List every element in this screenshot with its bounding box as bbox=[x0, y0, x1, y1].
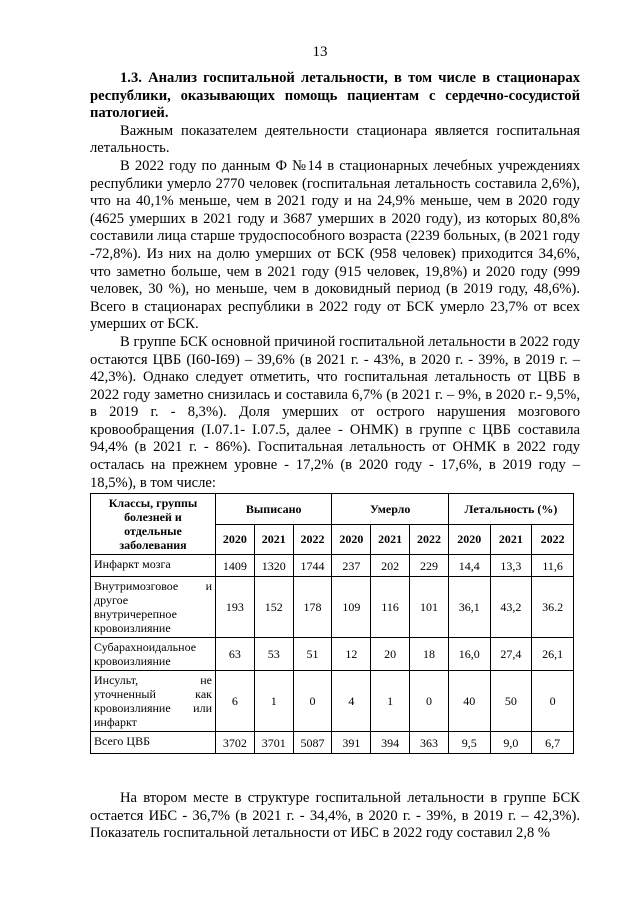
table-cell: 101 bbox=[410, 577, 449, 638]
table-cell: 51 bbox=[293, 638, 332, 671]
row-label: Субарахноидальное кровоизлияние bbox=[91, 638, 216, 671]
table-header-classes: Классы, группы болезней и отдельные заболевания bbox=[91, 494, 216, 555]
table-cell: 20 bbox=[371, 638, 410, 671]
table-cell: 9,0 bbox=[490, 732, 532, 754]
year-header: 2022 bbox=[293, 524, 332, 555]
paragraph-4: На втором месте в структуре госпитальной летальности в группе БСК остается ИБС - 36,7% (в 2021 г. - 34,4%, в 2020 г. - 39%, в 2019 г. – 42,3%). Показатель госпитальной летальности от ИБС в 2022 году составил 2,8 % bbox=[90, 790, 580, 842]
paragraph-1: Важным показателем деятельности стационара является госпитальная летальность. bbox=[90, 122, 580, 157]
table-cell: 193 bbox=[216, 577, 255, 638]
table-cell: 36.2 bbox=[532, 577, 574, 638]
year-header: 2020 bbox=[332, 524, 371, 555]
table-row bbox=[91, 577, 574, 638]
table-cell: 202 bbox=[371, 555, 410, 577]
table-cell: 178 bbox=[293, 577, 332, 638]
year-header: 2021 bbox=[490, 524, 532, 555]
paragraph-3: В группе БСК основной причиной госпитальной летальности в 2022 году остаются ЦВБ (I60-I69) – 39,6% (в 2021 г. - 43%, в 2020 г. - 39%, в 2019 г. – 42,3%). Однако следует отметить, что госпитальная летальность от ЦВБ в 2022 году заметно снизилась и составила 6,7% (в 2021 г. – 9%, в 2020 г.- 9,5%, в 2019 г. - 8,3%). Доля умерших от острого нарушения мозгового кровообращения (I.07.1- I.07.5, далее - ОНМК) в группе с ЦВБ составила 94,4% (в 2021 г. - 86%). Госпитальная летальность от ОНМК в 2022 году осталась на прежнем уровне - 17,2% (в 2020 году - 17,6%, в 2019 году – 18,5%), в том числе: bbox=[90, 333, 580, 491]
row-label: Всего ЦВБ bbox=[91, 732, 216, 754]
table-cell: 5087 bbox=[293, 732, 332, 754]
table-cell: 63 bbox=[216, 638, 255, 671]
table-cell: 1 bbox=[371, 671, 410, 732]
table-group-header-row bbox=[91, 494, 574, 525]
table-cell: 6 bbox=[216, 671, 255, 732]
table-cell: 109 bbox=[332, 577, 371, 638]
bottom-text bbox=[90, 790, 580, 843]
table-cell: 12 bbox=[332, 638, 371, 671]
table-cell: 26,1 bbox=[532, 638, 574, 671]
table-cell: 13,3 bbox=[490, 555, 532, 577]
row-label: Внутримозговое и другое внутричерепное кровоизлияние bbox=[91, 577, 216, 638]
table-cell: 0 bbox=[410, 671, 449, 732]
table-cell: 27,4 bbox=[490, 638, 532, 671]
table-row bbox=[91, 555, 574, 577]
row-label: Инсульт, не уточненный как кровоизлияние или инфаркт bbox=[91, 671, 216, 732]
table-cell: 1409 bbox=[216, 555, 255, 577]
year-header: 2020 bbox=[216, 524, 255, 555]
table-cell: 3702 bbox=[216, 732, 255, 754]
year-header: 2021 bbox=[254, 524, 293, 555]
table-cell: 0 bbox=[532, 671, 574, 732]
year-header: 2020 bbox=[448, 524, 490, 555]
table-cell: 36,1 bbox=[448, 577, 490, 638]
table-cell: 391 bbox=[332, 732, 371, 754]
section-heading: 1.3. Анализ госпитальной летальности, в том числе в стационарах республики, оказывающих помощь пациентам с сердечно-сосудистой патологией. bbox=[90, 70, 580, 122]
document-body bbox=[90, 70, 580, 492]
page-number: 13 bbox=[312, 44, 328, 60]
table-cell: 4 bbox=[332, 671, 371, 732]
table-cell: 43,2 bbox=[490, 577, 532, 638]
table-cell: 237 bbox=[332, 555, 371, 577]
table-cell: 0 bbox=[293, 671, 332, 732]
table-cell: 116 bbox=[371, 577, 410, 638]
table-cell: 1744 bbox=[293, 555, 332, 577]
table-cell: 18 bbox=[410, 638, 449, 671]
table-cell: 363 bbox=[410, 732, 449, 754]
row-label: Инфаркт мозга bbox=[91, 555, 216, 577]
table-cell: 152 bbox=[254, 577, 293, 638]
year-header: 2021 bbox=[371, 524, 410, 555]
year-header: 2022 bbox=[410, 524, 449, 555]
table-cell: 53 bbox=[254, 638, 293, 671]
table-row bbox=[91, 638, 574, 671]
table-header-discharged: Выписано bbox=[216, 494, 332, 525]
table-row-total bbox=[91, 732, 574, 754]
table-cell: 394 bbox=[371, 732, 410, 754]
year-header: 2022 bbox=[532, 524, 574, 555]
table-header-died: Умерло bbox=[332, 494, 448, 525]
table-cell: 229 bbox=[410, 555, 449, 577]
table-cell: 6,7 bbox=[532, 732, 574, 754]
table-cell: 40 bbox=[448, 671, 490, 732]
table-cell: 1 bbox=[254, 671, 293, 732]
table-cell: 14,4 bbox=[448, 555, 490, 577]
table-cell: 9,5 bbox=[448, 732, 490, 754]
table-row bbox=[91, 671, 574, 732]
table-cell: 11,6 bbox=[532, 555, 574, 577]
paragraph-2: В 2022 году по данным Ф №14 в стационарных лечебных учреждениях республики умерло 2770 человек (госпитальная летальность составила 2,6%), что на 40,1% меньше, чем в 2021 году и на 24,9% меньше, чем в 2020 году (4625 умерших в 2021 году и 3687 умерших в 2020 году), из которых 80,8% составили лица старше трудоспособного возраста (2239 больных, (в 2021 году -72,8%). Из них на долю умерших от БСК (958 человек) приходится 34,6%, что заметно больше, чем в 2021 году (915 человек, 19,8%) и 2020 году (999 человек, 30 %), но меньше, чем в доковидный период (в 2019 году, 48,6%). Всего в стационарах республики в 2022 году от БСК умерло 23,7% от всех умерших от БСК. bbox=[90, 157, 580, 333]
table-cell: 3701 bbox=[254, 732, 293, 754]
table-cell: 1320 bbox=[254, 555, 293, 577]
table-header-mortality: Летальность (%) bbox=[448, 494, 573, 525]
table-cell: 50 bbox=[490, 671, 532, 732]
mortality-table bbox=[90, 493, 574, 754]
table-cell: 16,0 bbox=[448, 638, 490, 671]
